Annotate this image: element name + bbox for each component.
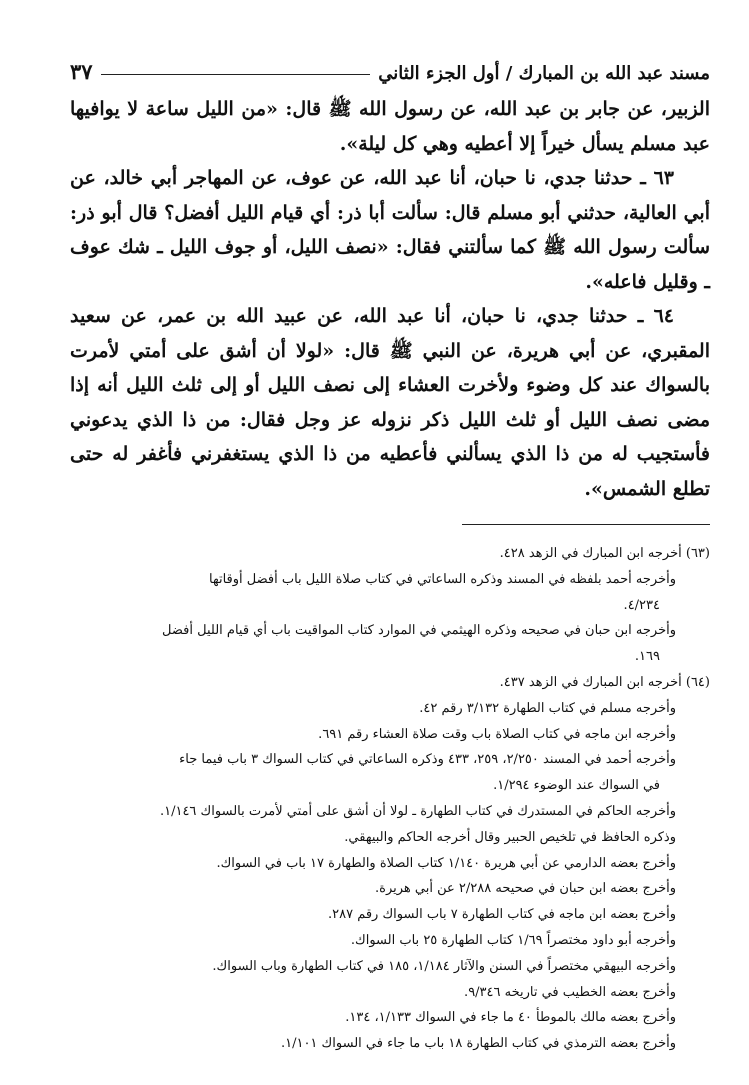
footnote-line: وأخرجه أحمد في المسند ٢/٢٥٠، ٢٥٩، ٤٣٣ وذكره الساعاتي في كتاب السواك ٣ باب فيما جاء [179,752,676,768]
footnote-line-continuation: ١٦٩. [634,649,660,665]
header-rule [101,74,371,75]
footnote-line: وأخرجه أحمد بلفظه في المسند وذكره الساعاتي في كتاب صلاة الليل باب أفضل أوقاتها [209,571,676,587]
running-header [70,50,710,84]
footnote-line: وأخرج بعضه الدارمي عن أبي هريرة ١/١٤٠ كتاب الصلاة والطهارة ١٧ باب في السواك. [216,855,676,871]
main-text [70,92,710,506]
footnote-separator [462,524,710,525]
footnote-line: وأخرج بعضه ابن ماجه في كتاب الطهارة ٧ باب السواك رقم ٢٨٧. [327,907,676,923]
footnote-heading: (٦٣) أخرجه ابن المبارك في الزهد ٤٢٨. [499,546,710,561]
footnote-64 [70,670,710,1057]
footnote-heading: (٦٤) أخرجه ابن المبارك في الزهد ٤٣٧. [499,674,710,690]
hadith-63: ٦٣ ـ حدثنا جدي، نا حبان، أنا عبد الله، عن عوف، عن المهاجر أبي خالد، عن أبي العالية، حدثني أبو مسلم قال: سألت أبا ذر: أي قيام الليل أفضل؟ قال أبو ذر: سألت رسول الله ﷺ كما سألتني فقال: «نصف الليل، أو جوف الليل ـ شك عوف ـ وقليل فاعله». [70,167,710,293]
footnote-line: وأخرجه مسلم في كتاب الطهارة ٣/١٣٢ رقم ٤٢. [419,700,676,716]
footnotes [70,541,710,1057]
footnote-line: وأخرج بعضه الترمذي في كتاب الطهارة ١٨ باب ما جاء في السواك ١/١٠١. [280,1036,676,1052]
page-number: ٣٧ [70,59,93,84]
footnote-line: وأخرجه الحاكم في المستدرك في كتاب الطهارة ـ لولا أن أشق على أمتي لأمرت بالسواك ١/١٤٦. [159,803,676,819]
header-title: مسند عبد الله بن المبارك / أول الجزء الثاني [378,63,710,84]
footnote-line: وأخرج بعضه الخطيب في تاريخه ٩/٣٤٦. [464,984,676,1000]
footnote-line: وأخرجه ابن ماجه في كتاب الصلاة باب وقت صلاة العشاء رقم ٦٩١. [318,726,676,742]
footnote-63 [70,541,710,670]
footnote-line: وأخرجه البيهقي مختصراً في السنن والآثار ١/١٨٤، ١٨٥ في كتاب الطهارة وباب السواك. [212,958,676,974]
footnote-line: وذكره الحافظ في تلخيص الحبير وقال أخرجه الحاكم والبيهقي. [344,829,676,845]
hadith-continuation: الزبير، عن جابر بن عبد الله، عن رسول الله ﷺ قال: «من الليل ساعة لا يوافيها عبد مسلم يسأل خيراً إلا أعطيه وهي كل ليلة». [70,98,710,155]
footnote-line: وأخرج بعضه ابن حبان في صحيحه ٢/٢٨٨ عن أبي هريرة. [375,881,676,897]
footnote-line: وأخرجه ابن حبان في صحيحه وذكره الهيثمي في الموارد كتاب المواقيت باب أي قيام الليل أفضل [162,623,676,639]
footnote-line: وأخرجه أبو داود مختصراً ١/٦٩ كتاب الطهارة ٢٥ باب السواك. [350,932,676,948]
footnote-line-continuation: ٤/٢٣٤. [623,597,660,613]
hadith-64: ٦٤ ـ حدثنا جدي، نا حبان، أنا عبد الله، عن عبيد الله بن عمر، عن سعيد المقبري، عن أبي هريرة، عن النبي ﷺ قال: «لولا أن أشق على أمتي لأمرت بالسواك عند كل وضوء ولأخرت العشاء إلى نصف الليل أو إلى ثلث الليل أنه إذا مضى نصف الليل أو ثلث الليل ذكر نزوله عز وجل فقال: من ذا الذي يدعوني فأستجيب له من ذا الذي يسألني فأعطيه من ذا الذي يستغفرني فأغفر له حتى تطلع الشمس». [70,305,710,500]
footnote-line-continuation: في السواك عند الوضوء ١/٢٩٤. [493,778,660,794]
book-page [70,50,710,1060]
footnote-line: وأخرج بعضه مالك بالموطأ ٤٠ ما جاء في السواك ١/١٣٣، ١٣٤. [345,1010,676,1026]
